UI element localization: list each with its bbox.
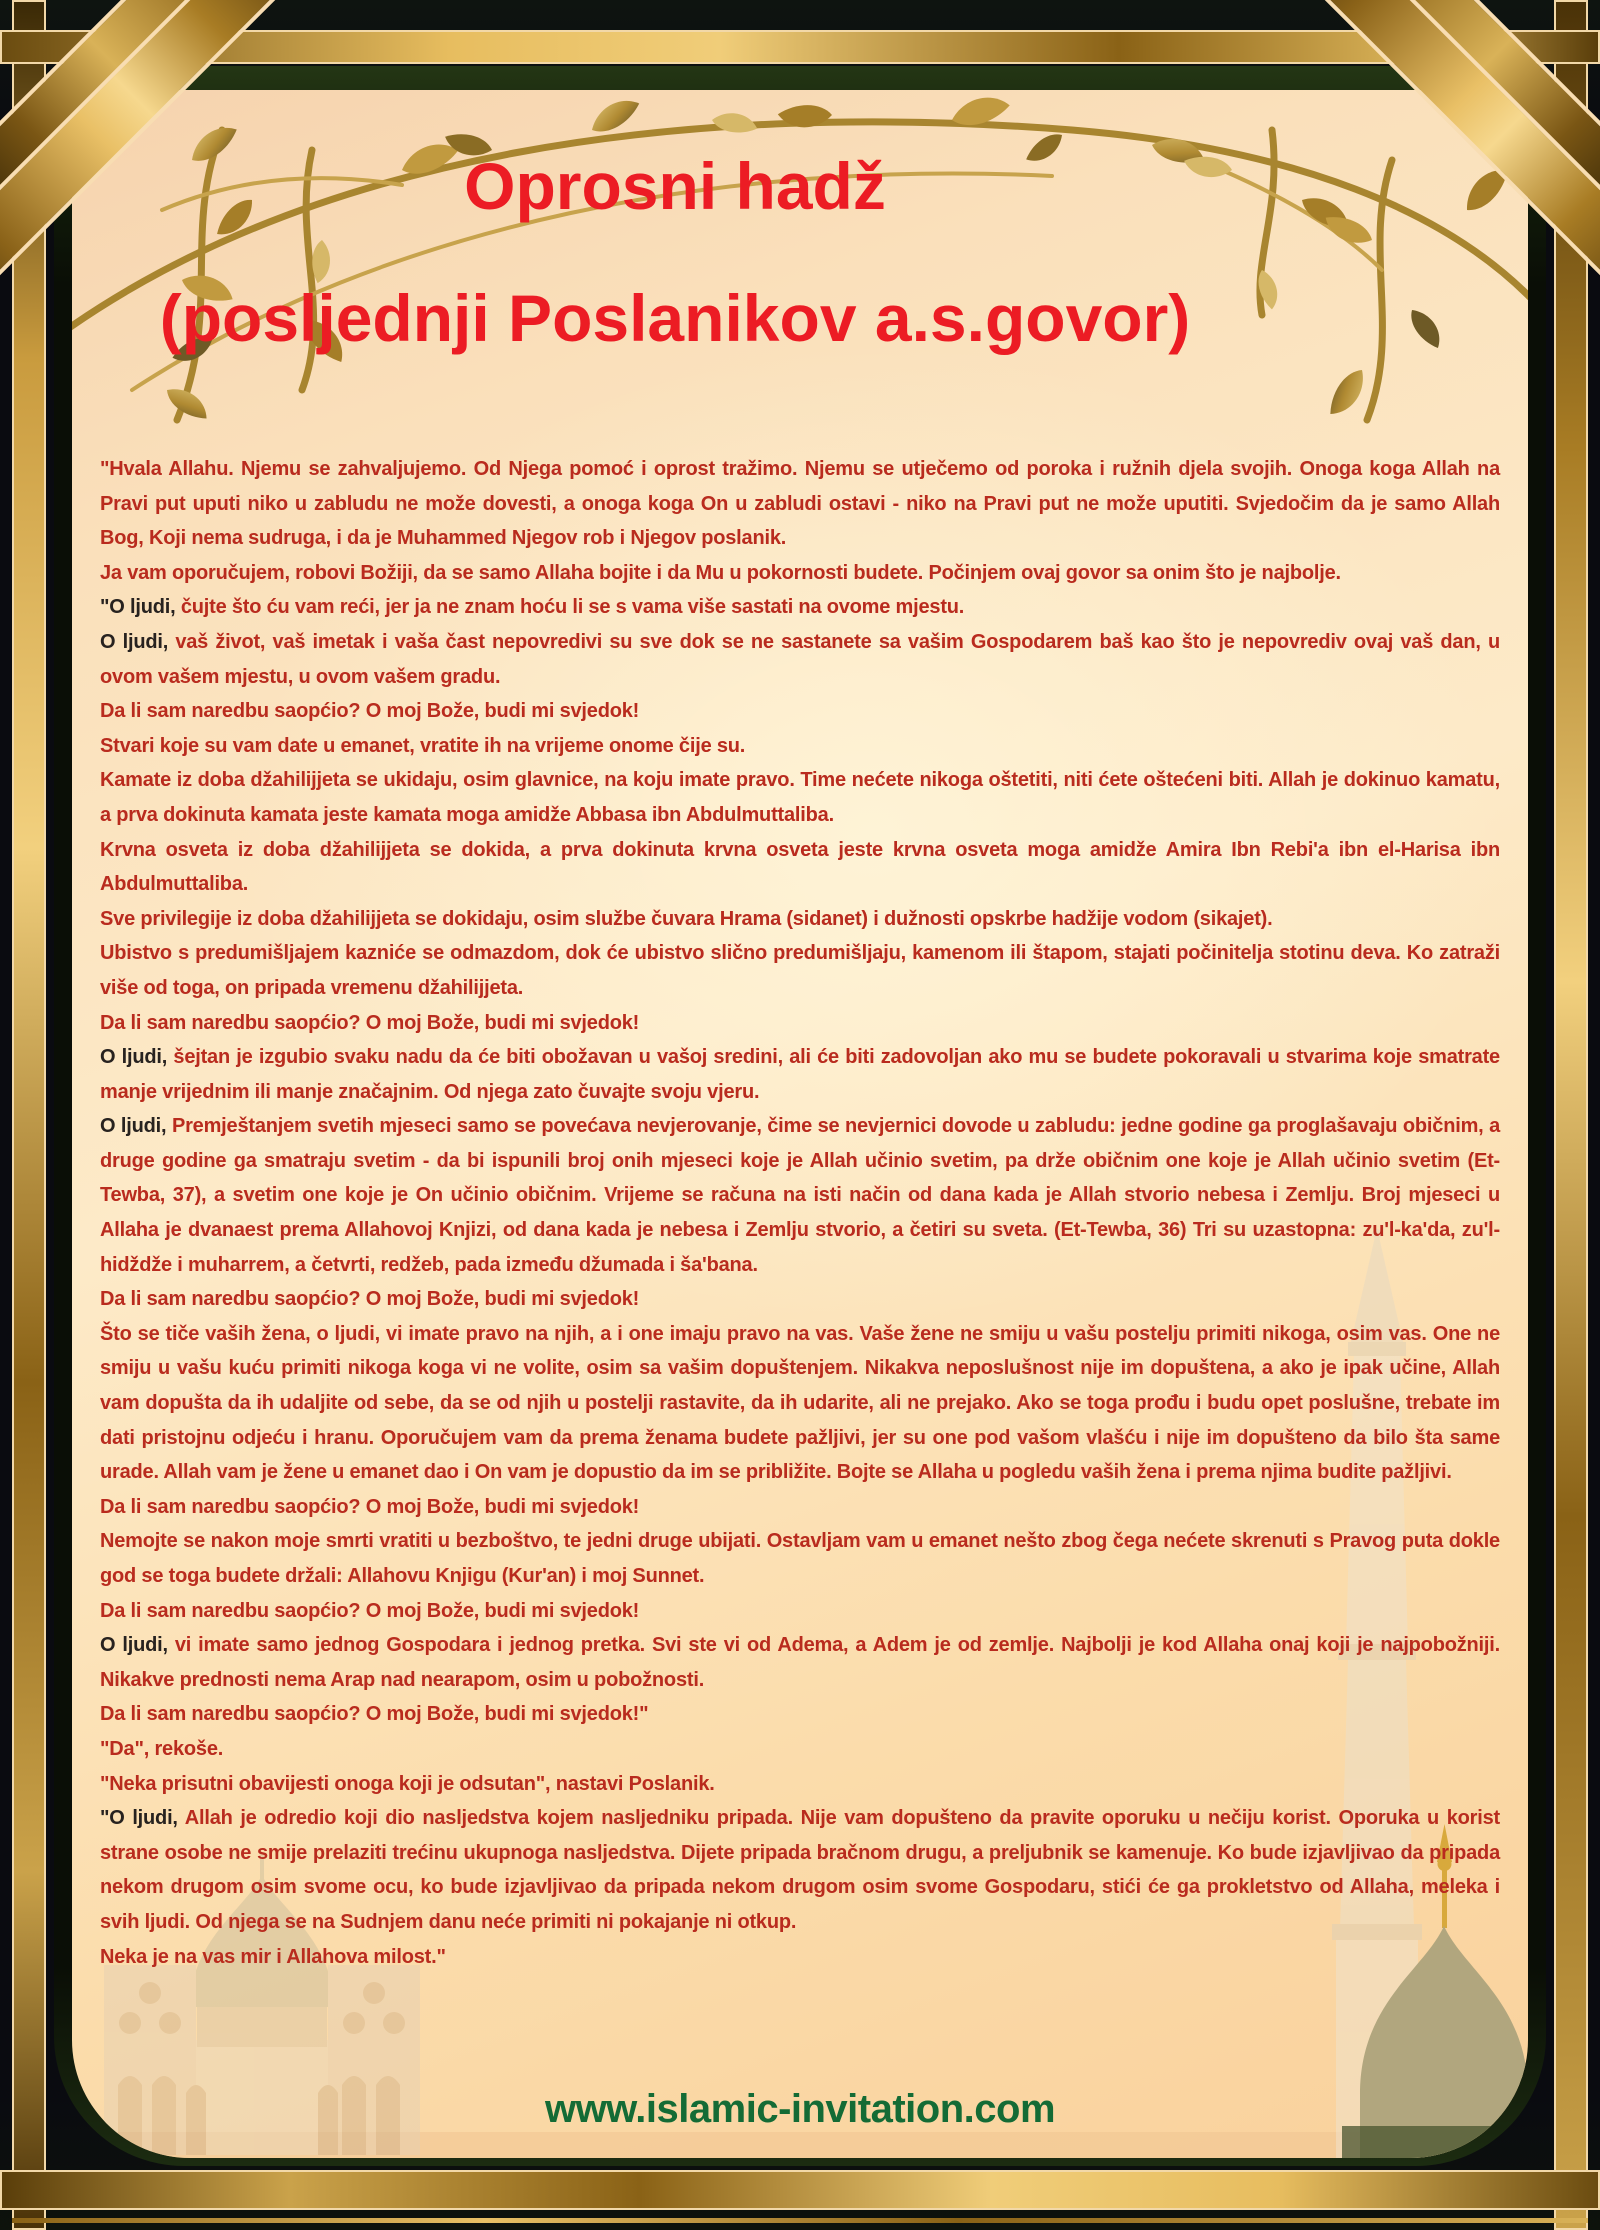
text-segment: Da li sam naredbu saopćio? O moj Bože, budi mi svjedok!: [100, 700, 640, 723]
text-segment: Kamate iz doba džahilijjeta se ukidaju, osim glavnice, na koju imate pravo. Time nećete nikoga oštetiti, niti ćete oštećeni biti. Allah je dokinuo kamatu, a prva dokinuta kamata jeste kamata moga amidže Abbasa ibn Abdulmuttaliba.: [100, 769, 1500, 826]
page-title-line2: (posljednji Poslanikov a.s.govor): [159, 281, 1191, 355]
paragraph: [100, 1628, 1500, 1697]
paragraph: [100, 833, 1500, 902]
frame-gold-thin-line: [12, 2218, 1588, 2223]
paragraph: [100, 1732, 1500, 1767]
frame-gold-band-left: [12, 0, 46, 2230]
text-segment: vaš život, vaš imetak i vaša čast nepovredivi su sve dok se ne sastanete sa vašim Gospodarem baš kao što je nepovrediv ovaj vaš dan, u ovom vašem mjestu, u ovom vašem gradu.: [100, 630, 1500, 688]
frame-gold-band-right: [1554, 0, 1588, 2230]
text-segment: Da li sam naredbu saopćio? O moj Bože, budi mi svjedok!: [100, 1011, 640, 1034]
paragraph: [100, 694, 1500, 729]
text-segment: Sve privilegije iz doba džahilijjeta se dokidaju, osim službe čuvara Hrama (sidanet) i dužnosti opskrbe hadžije vodom (sikajet).: [100, 907, 1273, 930]
paragraph: [100, 1490, 1500, 1525]
paragraph: [100, 590, 1500, 625]
text-segment: Krvna osveta iz doba džahilijjeta se dokida, a prva dokinuta krvna osveta jeste krvna osveta moga amidže Amira Ibn Rebi'a ibn el-Harisa ibn Abdulmuttaliba.: [100, 838, 1500, 896]
text-segment: Što se tiče vaših žena, o ljudi, vi imate pravo na njih, a i one imaju pravo na vas. Vaše žene ne smiju u vašu postelju primiti nikoga, osim vas. One ne smiju u vašu kuću primiti nikoga koga vi ne volite, osim sa vašim dopuštenjem. Nikakva neposlušnost nije im dopuštena, a ako je ipak učine, Allah vam dopušta da ih udaljite od sebe, da se od njih u postelji rastavite, da ih udarite, ali ne prejako. Ako se toga prođu i budu opet poslušne, trebate im dati pristojnu odjeću i hranu. Oporučujem vam da prema ženama budete pažljivi, jer su one pod vašom vlašću i nije im dopušteno da bilo šta same urade. Allah vam je žene u emanet dao i On vam je dopustio da im se približite. Bojte se Allaha u pogledu vaših žena i prema njima budite pažljivi.: [100, 1322, 1500, 1484]
text-segment: "Hvala Allahu. Njemu se zahvaljujemo. Od Njega pomoć i oprost tražimo. Njemu se utječemo od poroka i ružnih djela svojih. Onoga koga Allah na Pravi put uputi niko u zabludu ne može dovesti, a onoga koga On u zabludi ostavi - niko na Pravi put ne može uputiti. Svjedočim da je samo Allah Bog, Koji nema sudruga, i da je Muhammed Njegov rob i Njegov poslanik.: [100, 458, 1500, 550]
body-text: [100, 452, 1500, 1974]
paragraph: [100, 1317, 1500, 1490]
paragraph: [100, 1697, 1500, 1732]
text-segment: Neka je na vas mir i Allahova milost.": [100, 1945, 446, 1968]
text-segment: Allah je odredio koji dio nasljedstva kojem nasljedniku pripada. Nije vam dopušteno da pravite oporuku u nečiju korist. Oporuka u korist strane osobe ne smije prelaziti trećinu ukupnoga nasljedstva. Dijete pripada bračnom drugu, a preljubnik se kamenuje. Ko bude izjavljivao da pripada nekom drugom osim svome ocu, ko bude izjavljivao da pripada nekom drugom osim svome Gospodaru, stići će ga prokletstvo od Allaha, meleka i svih ljudi. Od njega se na Sudnjem danu neće primiti ni pokajanje ni otkup.: [100, 1807, 1500, 1933]
text-segment: šejtan je izgubio svaku nadu da će biti obožavan u vašoj sredini, ali će biti zadovoljan ako mu se budete pokoravali u stvarima koje smatrate manje vrijednim ili manje značajnim. Od njega zato čuvajte svoju vjeru.: [100, 1046, 1500, 1103]
text-segment: O ljudi,: [100, 630, 169, 653]
paragraph: [100, 1109, 1500, 1282]
paragraph: [100, 936, 1500, 1005]
paragraph: [100, 452, 1500, 556]
text-segment: O ljudi,: [100, 1634, 168, 1657]
frame-gold-band-bottom: [0, 2170, 1600, 2210]
text-segment: O ljudi,: [100, 1115, 167, 1138]
text-segment: Da li sam naredbu saopćio? O moj Bože, budi mi svjedok!: [100, 1288, 640, 1311]
text-segment: Stvari koje su vam date u emanet, vratite ih na vrijeme onome čije su.: [100, 734, 746, 757]
paragraph: [100, 902, 1500, 937]
text-segment: Premještanjem svetih mjeseci samo se povećava nevjerovanje, čime se nevjernici dovode u zabludu: jedne godine ga proglašavaju običnim, a druge godine ga smatraju svetim - da bi ispunili broj onih mjeseci koje je Allah učinio svetim, pa drže običnim one koje je Allah učinio svetim (Et-Tewba, 37), a svetim one koje je On učinio običnim. Vrijeme se računa na isti način od dana kada je Allah stvorio nebesa i Zemlju. Broj mjeseci u Allaha je dvanaest prema Allahovoj Knjizi, od dana kada je nebesa i Zemlju stvorio, a četiri su sveta. (Et-Tewba, 36) Tri su uzastopna: zu'l-ka'da, zu'l-hidždže i muharrem, a četvrti, redžeb, pada između džumada i ša'bana.: [100, 1115, 1500, 1276]
paragraph: [100, 625, 1500, 694]
text-segment: "O ljudi,: [100, 1807, 178, 1830]
text-segment: "O ljudi,: [100, 596, 176, 619]
page-title: [72, 148, 1278, 356]
paragraph: [100, 763, 1500, 832]
paragraph: [100, 1940, 1500, 1975]
text-segment: O ljudi,: [100, 1046, 168, 1069]
page-title-line1: Oprosni hadž: [464, 149, 886, 223]
text-segment: Ja vam oporučujem, robovi Božiji, da se samo Allaha bojite i da Mu u pokornosti budete. Počinjem ovaj govor sa onim što je najbolje.: [100, 561, 1341, 584]
text-segment: vi imate samo jednog Gospodara i jednog pretka. Svi ste vi od Adema, a Adem je od zemlje. Najbolji je kod Allaha onaj koji je najpobožniji. Nikakve prednosti nema Arap nad nearapom, osim u pobožnosti.: [100, 1634, 1500, 1691]
text-segment: Ubistvo s predumišljajem kazniće se odmazdom, dok će ubistvo slično predumišljaju, kamenom ili štapom, stajati počinitelja stotinu deva. Ko zatraži više od toga, on pripada vremenu džahilijjeta.: [100, 942, 1500, 999]
text-segment: Da li sam naredbu saopćio? O moj Bože, budi mi svjedok!: [100, 1495, 640, 1518]
paragraph: [100, 1040, 1500, 1109]
text-segment: Da li sam naredbu saopćio? O moj Bože, budi mi svjedok!: [100, 1599, 640, 1622]
parchment-panel: [72, 90, 1528, 2158]
text-segment: čujte što ću vam reći, jer ja ne znam hoću li se s vama više sastati na ovome mjestu.: [175, 596, 965, 619]
text-segment: Da li sam naredbu saopćio? O moj Bože, budi mi svjedok!": [100, 1703, 649, 1726]
paragraph: [100, 556, 1500, 591]
text-segment: "Da", rekoše.: [100, 1737, 224, 1760]
text-segment: "Neka prisutni obavijesti onoga koji je odsutan", nastavi Poslanik.: [100, 1772, 715, 1795]
paragraph: [100, 1524, 1500, 1593]
paragraph: [100, 1594, 1500, 1629]
paragraph: [100, 729, 1500, 764]
website-url: www.islamic-invitation.com: [544, 2087, 1056, 2131]
paragraph: [100, 1282, 1500, 1317]
paragraph: [100, 1006, 1500, 1041]
paragraph: [100, 1767, 1500, 1802]
text-segment: Nemojte se nakon moje smrti vratiti u bezboštvo, te jedni druge ubijati. Ostavljam vam u emanet nešto zbog čega nećete skrenuti s Pravog puta dokle god se toga budete držali: Allahovu Knjigu (Kur'an) i moj Sunnet.: [100, 1530, 1500, 1587]
paragraph: [100, 1801, 1500, 1939]
